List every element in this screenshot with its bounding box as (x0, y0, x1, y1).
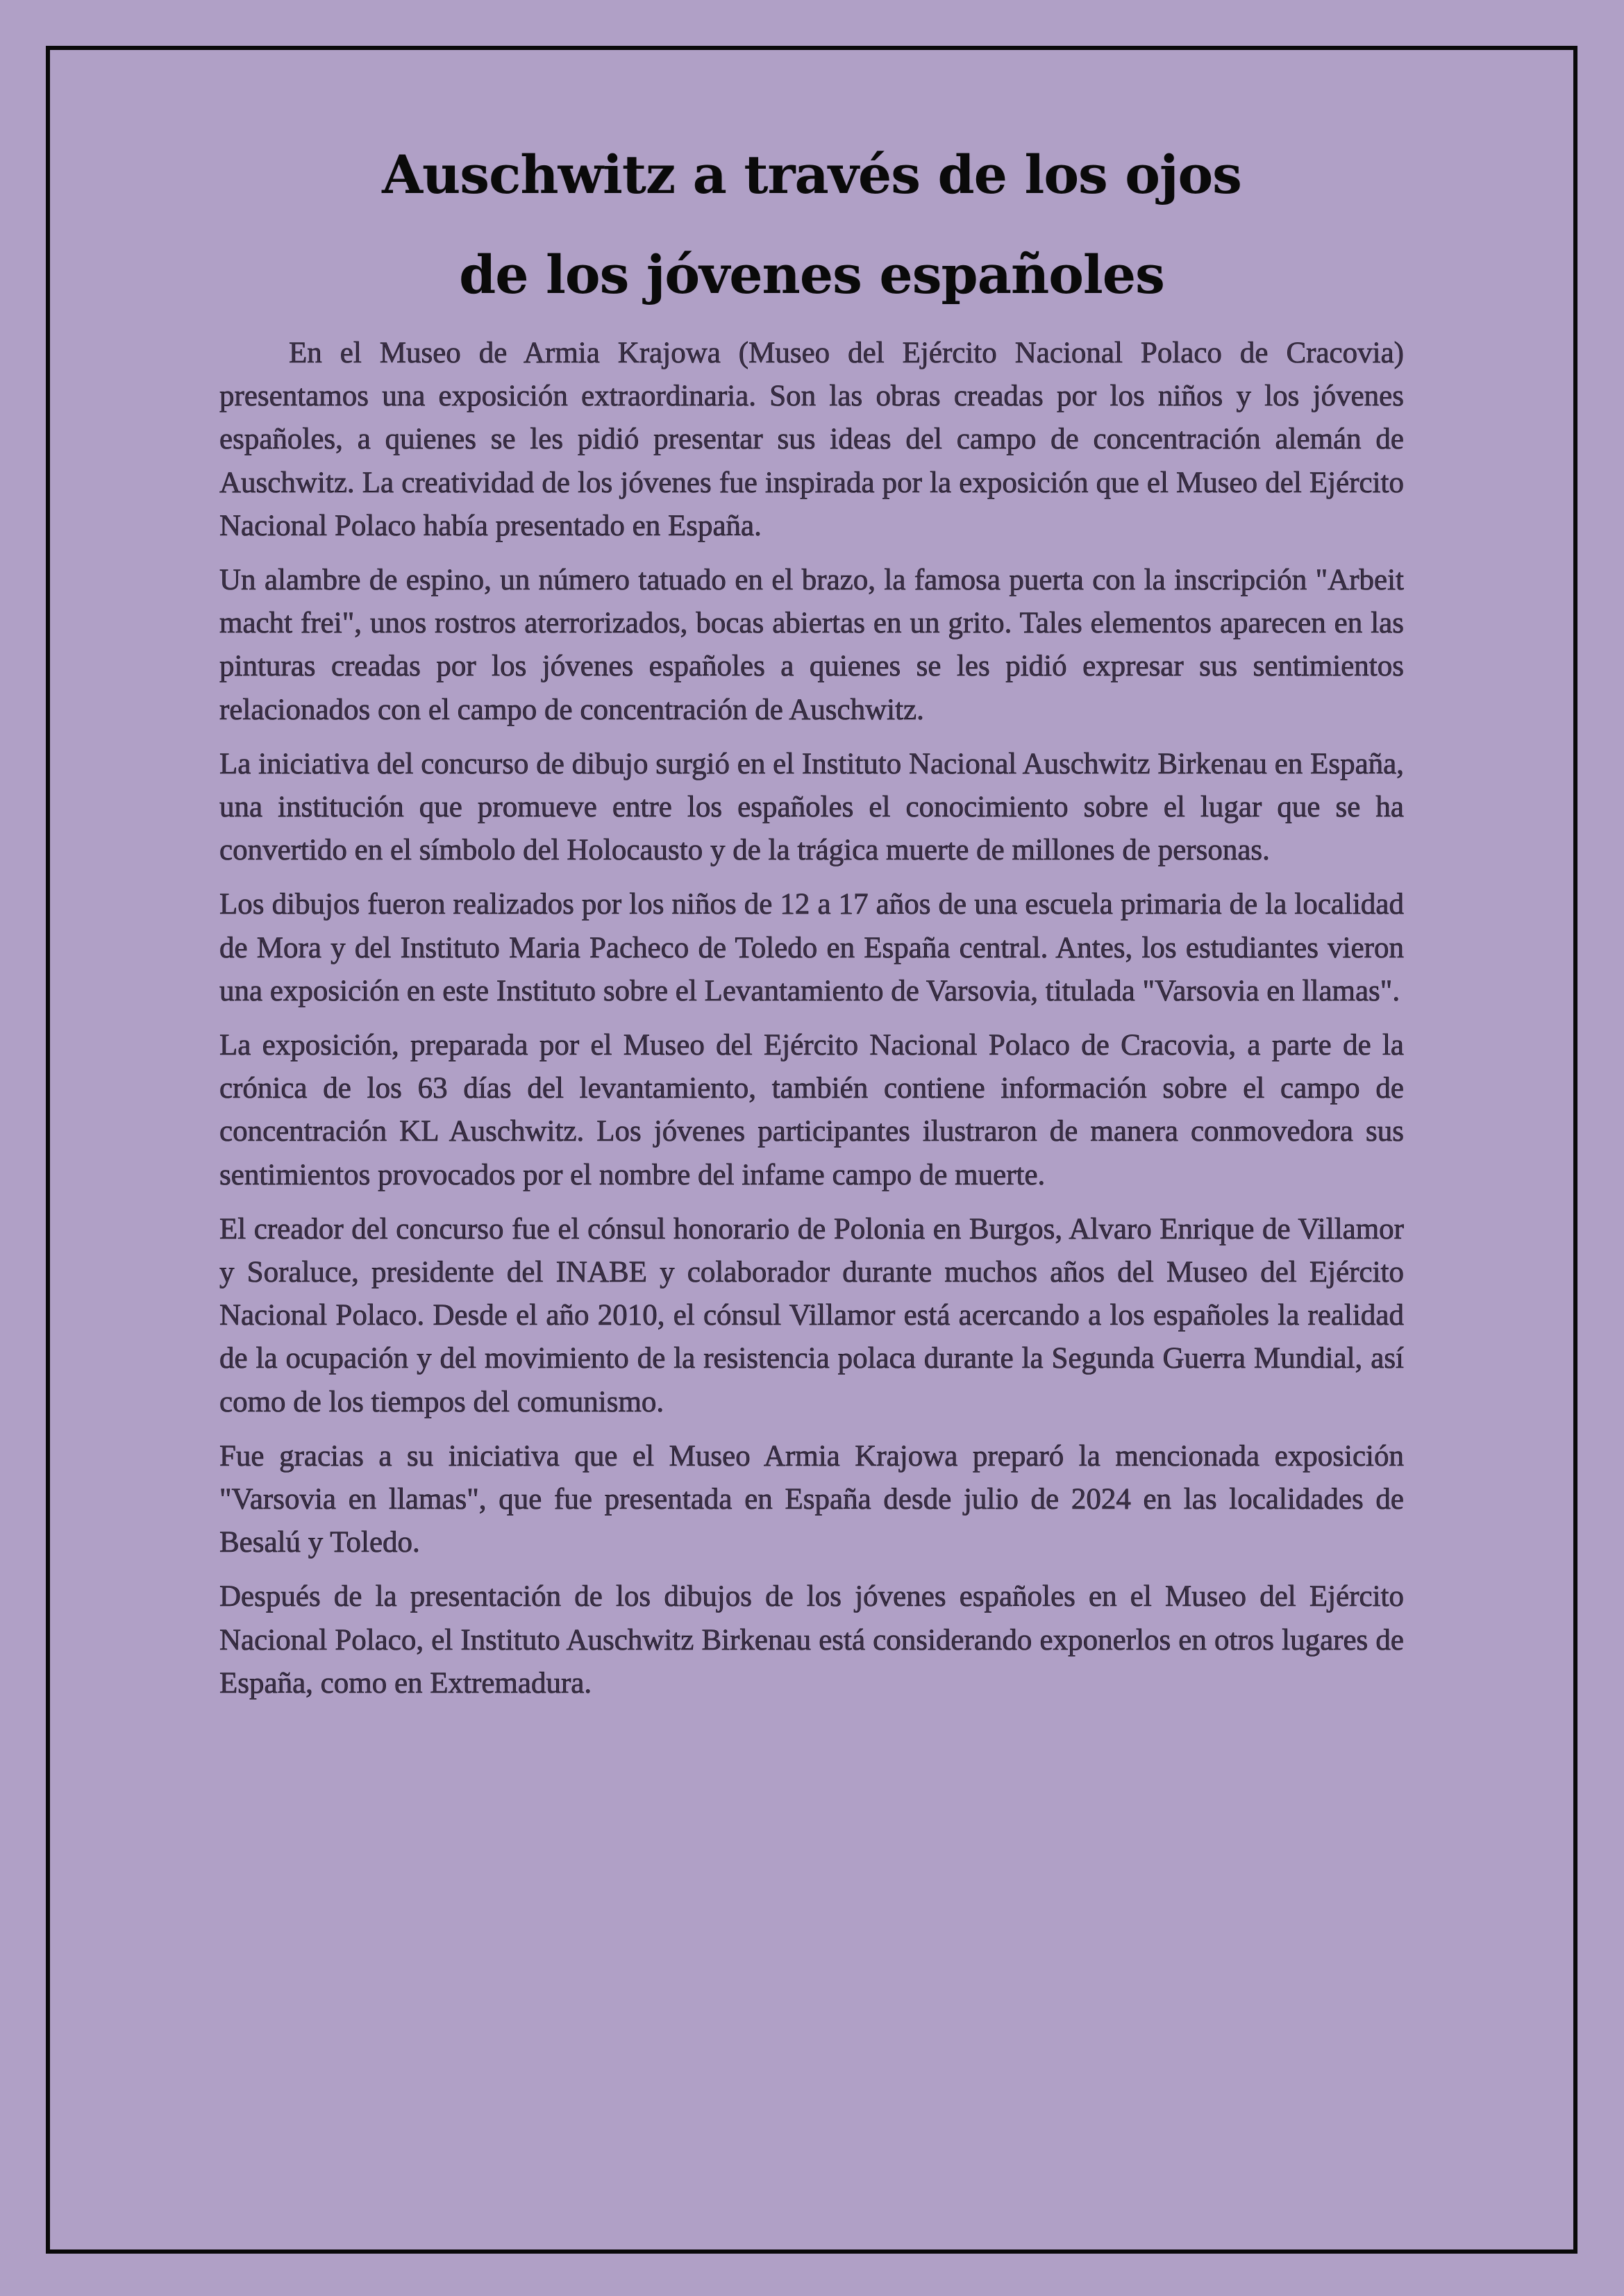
paragraph-initiative: La iniciativa del concurso de dibujo surgió en el Instituto Nacional Auschwitz Birkenau en España, una institución que promueve entre los españoles el conocimiento sobre el lugar que se ha convertido en el símbolo del Holocausto y de la trágica muerte de millones de personas. (219, 747, 1404, 867)
paragraph-exhibition: La exposición, preparada por el Museo del Ejército Nacional Polaco de Cracovia, a parte de la crónica de los 63 días del levantamiento, también contiene información sobre el campo de concentración KL Auschwitz. Los jóvenes participantes ilustraron de manera conmovedora sus sentimientos provocados por el nombre del infame campo de muerte. (219, 1029, 1404, 1191)
article-body (219, 332, 1404, 1716)
article-title-line-2: de los jóvenes españoles (459, 244, 1164, 305)
paragraph-participants: Los dibujos fueron realizados por los niños de 12 a 17 años de una escuela primaria de la localidad de Mora y del Instituto Maria Pacheco de Toledo en España central. Antes, los estudiantes vieron una exposición en este Instituto sobre el Levantamiento de Varsovia, titulada "Varsovia en llamas". (219, 888, 1404, 1007)
article-title-line-1: Auschwitz a través de los ojos (382, 144, 1241, 206)
paragraph-warsaw-exhibition: Fue gracias a su iniciativa que el Museo Armia Krajowa preparó la mencionada exposición "Varsovia en llamas", que fue presentada en España desde julio de 2024 en las localidades de Besalú y Toledo. (219, 1439, 1404, 1559)
paragraph-future-plans: Después de la presentación de los dibujos de los jóvenes españoles en el Museo del Ejército Nacional Polaco, el Instituto Auschwitz Birkenau está considerando exponerlos en otros lugares de España, como en Extremadura. (219, 1580, 1404, 1700)
paragraph-intro: En el Museo de Armia Krajowa (Museo del Ejército Nacional Polaco de Cracovia) presentamos una exposición extraordinaria. Son las obras creadas por los niños y los jóvenes españoles, a quienes se les pidió presentar sus ideas del campo de concentración alemán de Auschwitz. La creatividad de los jóvenes fue inspirada por la exposición que el Museo del Ejército Nacional Polaco había presentado en España. (219, 337, 1404, 542)
paragraph-creator: El creador del concurso fue el cónsul honorario de Polonia en Burgos, Alvaro Enrique de Villamor y Soraluce, presidente del INABE y colaborador durante muchos años del Museo del Ejército Nacional Polaco. Desde el año 2010, el cónsul Villamor está acercando a los españoles la realidad de la ocupación y del movimiento de la resistencia polaca durante la Segunda Guerra Mundial, así como de los tiempos del comunismo. (219, 1212, 1404, 1418)
paragraph-drawing-elements: Un alambre de espino, un número tatuado en el brazo, la famosa puerta con la inscripción "Arbeit macht frei", unos rostros aterrorizados, bocas abiertas en un grito. Tales elementos aparecen en las pinturas creadas por los jóvenes españoles a quienes se les pidió expresar sus sentimientos relacionados con el campo de concentración de Auschwitz. (219, 564, 1404, 726)
article-title (46, 125, 1577, 325)
